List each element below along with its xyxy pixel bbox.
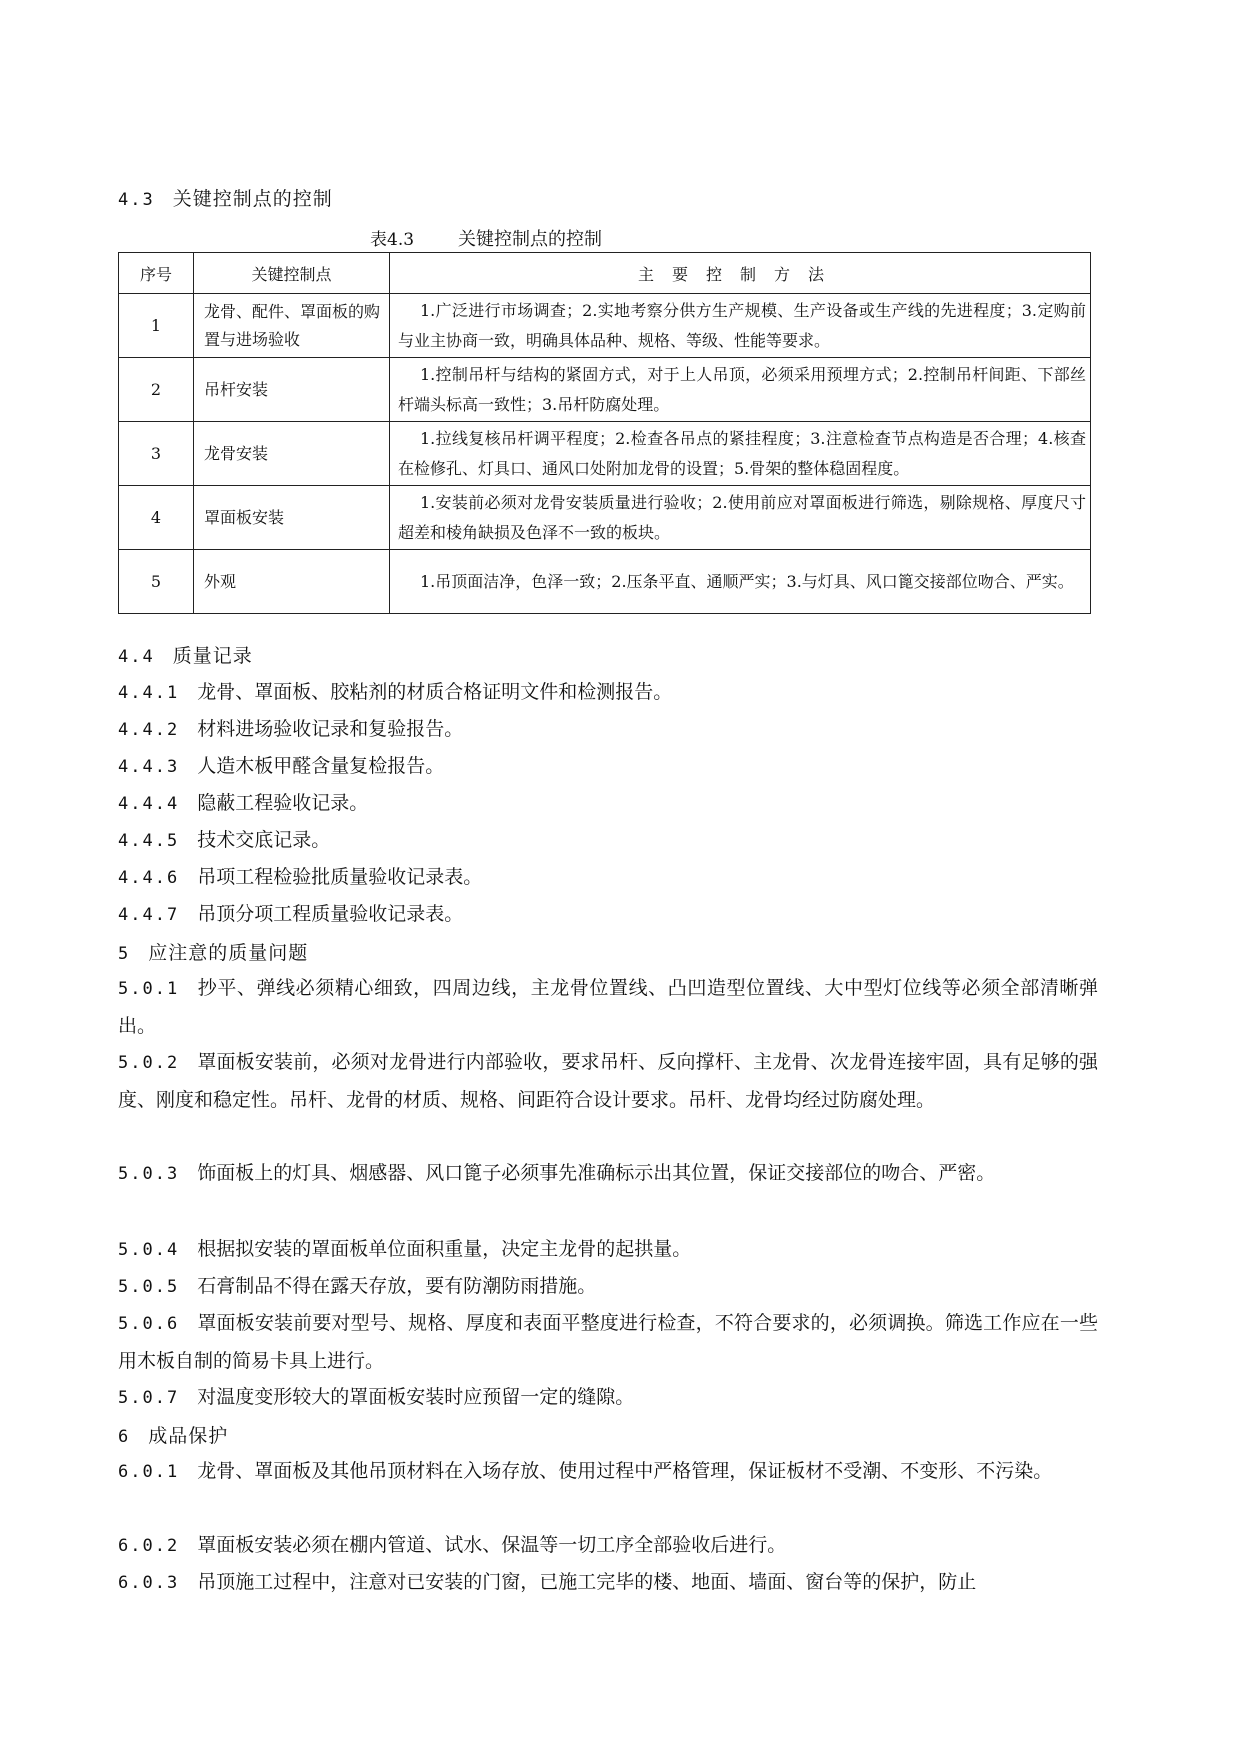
header-no: 序号 [119, 253, 194, 294]
paragraph-6-0-3 [118, 1564, 1098, 1602]
table-row [119, 294, 1091, 358]
clause-text: 抄平、弹线必须精心细致，四周边线，主龙骨位置线、凸凹造型位置线、大中型灯位线等必须全部清晰弹出。 [118, 977, 1098, 1037]
section-number: 5 [118, 944, 131, 964]
clause-number: 4.4.4 [118, 794, 180, 814]
row-point: 龙骨安装 [194, 422, 390, 486]
clause-text: 罩面板安装前，必须对龙骨进行内部验收，要求吊杆、反向撑杆、主龙骨、次龙骨连接牢固，具有足够的强度、刚度和稳定性。吊杆、龙骨的材质、规格、间距符合设计要求。吊杆、龙骨均经过防腐处理。 [118, 1051, 1098, 1111]
clause-number: 4.4.2 [118, 720, 180, 740]
clause-number: 5.0.1 [118, 979, 180, 999]
row-point: 罩面板安装 [194, 486, 390, 550]
clause-number: 4.4.3 [118, 757, 180, 777]
section-heading-4-4 [118, 644, 253, 669]
paragraph-4-4-7 [118, 896, 1098, 934]
table-caption-title: 关键控制点的控制 [458, 229, 603, 250]
clause-number: 4.4.1 [118, 683, 180, 703]
clause-text: 根据拟安装的罩面板单位面积重量，决定主龙骨的起拱量。 [197, 1238, 692, 1260]
paragraph-6-0-1 [118, 1453, 1098, 1491]
clause-number: 5.0.5 [118, 1277, 180, 1297]
section-title: 成品保护 [148, 1425, 229, 1447]
table-row [119, 422, 1091, 486]
table-row [119, 358, 1091, 422]
row-point: 外观 [194, 550, 390, 614]
clause-number: 5.0.7 [118, 1388, 180, 1408]
clause-number: 6.0.1 [118, 1462, 180, 1482]
paragraph-5-0-6 [118, 1305, 1098, 1380]
header-point: 关键控制点 [194, 253, 390, 294]
clause-number: 4.4.6 [118, 868, 180, 888]
paragraph-4-4-1 [118, 674, 1098, 712]
section-number: 4.3 [118, 190, 155, 210]
paragraph-6-0-2 [118, 1527, 1098, 1565]
table-caption-label: 表4.3 [370, 230, 415, 250]
clause-text: 龙骨、罩面板、胶粘剂的材质合格证明文件和检测报告。 [197, 681, 673, 703]
paragraph-5-0-5 [118, 1268, 1098, 1306]
clause-number: 6.0.2 [118, 1536, 180, 1556]
clause-text: 吊顶分项工程质量验收记录表。 [197, 903, 464, 925]
row-no: 4 [119, 486, 194, 550]
paragraph-5-0-3 [118, 1155, 1098, 1193]
clause-number: 5.0.4 [118, 1240, 180, 1260]
paragraph-5-0-4 [118, 1231, 1098, 1269]
clause-number: 6.0.3 [118, 1573, 180, 1593]
row-method: 1.拉线复核吊杆调平程度；2.检查各吊点的紧挂程度；3.注意检查节点构造是否合理；4.核查在检修孔、灯具口、通风口处附加龙骨的设置；5.骨架的整体稳固程度。 [390, 422, 1091, 486]
clause-text: 技术交底记录。 [197, 829, 331, 851]
clause-text: 对温度变形较大的罩面板安装时应预留一定的缝隙。 [197, 1386, 635, 1408]
clause-text: 饰面板上的灯具、烟感器、风口篦子必须事先准确标示出其位置，保证交接部位的吻合、严密。 [197, 1162, 996, 1184]
row-method: 1.吊顶面洁净，色泽一致；2.压条平直、通顺严实；3.与灯具、风口篦交接部位吻合、严实。 [390, 550, 1091, 614]
table-caption [370, 228, 602, 252]
clause-number: 4.4.7 [118, 905, 180, 925]
paragraph-5-0-7 [118, 1379, 1098, 1417]
section-heading-4-3 [118, 187, 333, 212]
section-title: 关键控制点的控制 [172, 188, 333, 210]
row-point: 龙骨、配件、罩面板的购置与进场验收 [194, 294, 390, 358]
clause-text: 石膏制品不得在露天存放，要有防潮防雨措施。 [197, 1275, 597, 1297]
paragraph-4-4-5 [118, 822, 1098, 860]
clause-text: 吊项工程检验批质量验收记录表。 [197, 866, 483, 888]
clause-text: 龙骨、罩面板及其他吊顶材料在入场存放、使用过程中严格管理，保证板材不受潮、不变形、不污染。 [197, 1460, 1053, 1482]
paragraph-4-4-6 [118, 859, 1098, 897]
row-point: 吊杆安装 [194, 358, 390, 422]
section-number: 6 [118, 1427, 131, 1447]
key-control-table [118, 252, 1091, 614]
clause-text: 隐蔽工程验收记录。 [197, 792, 369, 814]
clause-text: 罩面板安装前要对型号、规格、厚度和表面平整度进行检查，不符合要求的，必须调换。筛选工作应在一些用木板自制的简易卡具上进行。 [118, 1312, 1098, 1372]
header-method: 主要控制方法 [390, 253, 1091, 294]
section-number: 4.4 [118, 647, 155, 667]
clause-text: 材料进场验收记录和复验报告。 [197, 718, 464, 740]
row-method: 1.控制吊杆与结构的紧固方式，对于上人吊顶，必须采用预埋方式；2.控制吊杆间距、下部丝杆端头标高一致性；3.吊杆防腐处理。 [390, 358, 1091, 422]
row-no: 3 [119, 422, 194, 486]
table-row [119, 486, 1091, 550]
row-method: 1.安装前必须对龙骨安装质量进行验收；2.使用前应对罩面板进行筛选，剔除规格、厚度尺寸超差和棱角缺损及色泽不一致的板块。 [390, 486, 1091, 550]
paragraph-5-0-2 [118, 1044, 1098, 1119]
row-no: 2 [119, 358, 194, 422]
section-heading-6 [118, 1424, 228, 1449]
clause-number: 5.0.2 [118, 1053, 180, 1073]
paragraph-5-0-1 [118, 970, 1098, 1045]
clause-text: 罩面板安装必须在棚内管道、试水、保温等一切工序全部验收后进行。 [197, 1534, 787, 1556]
section-heading-5 [118, 941, 308, 966]
clause-text: 人造木板甲醛含量复检报告。 [197, 755, 445, 777]
clause-text: 吊顶施工过程中，注意对已安装的门窗，已施工完毕的楼、地面、墙面、窗台等的保护，防止 [197, 1571, 977, 1593]
table-row [119, 550, 1091, 614]
clause-number: 5.0.6 [118, 1314, 180, 1334]
clause-number: 5.0.3 [118, 1164, 180, 1184]
paragraph-4-4-3 [118, 748, 1098, 786]
row-no: 5 [119, 550, 194, 614]
clause-number: 4.4.5 [118, 831, 180, 851]
row-no: 1 [119, 294, 194, 358]
paragraph-4-4-2 [118, 711, 1098, 749]
section-title: 质量记录 [172, 645, 253, 667]
section-title: 应注意的质量问题 [148, 942, 309, 964]
paragraph-4-4-4 [118, 785, 1098, 823]
row-method: 1.广泛进行市场调查；2.实地考察分供方生产规模、生产设备或生产线的先进程度；3.定购前与业主协商一致，明确具体品种、规格、等级、性能等要求。 [390, 294, 1091, 358]
table-header-row [119, 253, 1091, 294]
